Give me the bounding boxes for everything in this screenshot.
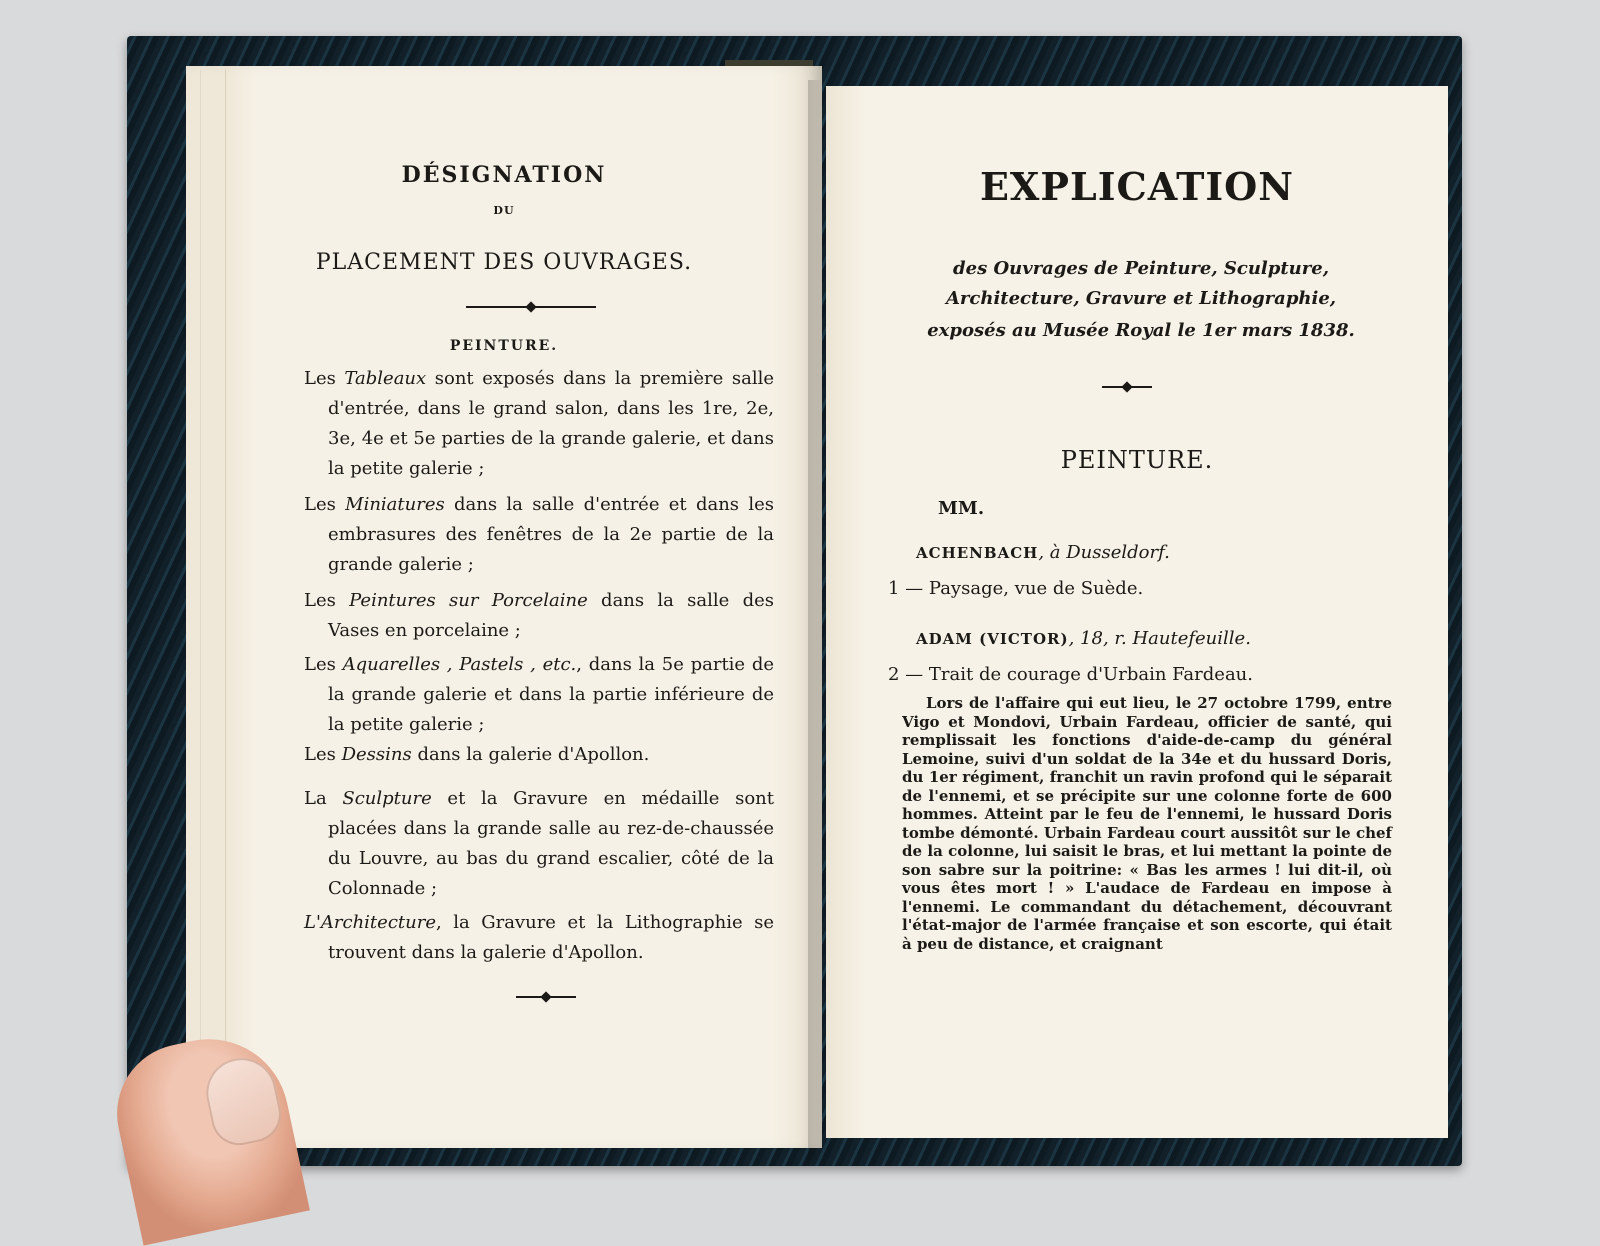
para-pre: Les [304,494,346,515]
ornament-rule [466,306,596,308]
mm-label: MM. [938,498,985,519]
right-page [826,86,1448,1138]
para-post: , la Gravure et la Lithographie se trouvent dans la galerie d'Apollon. [328,912,774,963]
para-em: Miniatures [345,494,445,515]
paragraph-aquarelles [304,650,774,740]
para-post: , dans la 5e partie de la grande galerie et dans la partie inférieure de la petite galerie ; [328,654,774,735]
right-subtitle-line-3: exposés au Musée Royal le 1er mars 1838. [927,320,1355,341]
left-title: DÉSIGNATION [401,162,607,188]
para-post: dans la salle des Vases en porcelaine ; [328,590,774,641]
para-post: dans la galerie d'Apollon. [411,744,650,765]
ornament-rule-bottom [516,996,576,998]
para-em: Dessins [341,744,412,765]
spine-shadow [808,80,826,1160]
right-section-heading: PEINTURE. [1060,446,1214,474]
right-title: EXPLICATION [979,164,1295,209]
para-pre: Les [304,590,350,611]
left-page [186,66,822,1148]
left-subtitle: PLACEMENT DES OUVRAGES. [315,250,693,275]
paragraph-architecture [304,908,774,968]
paragraph-dessins [304,740,774,770]
paragraph-tableaux [304,364,774,484]
para-post: et la Gravure en médaille sont placées dans la grande salle au rez-de-chaussée du Louvre, au bas du grand escalier, côté de la Colonnade ; [328,788,775,899]
para-pre: La [304,788,343,809]
para-pre: Les [304,744,342,765]
para-post: sont exposés dans la première salle d'entrée, dans le grand salon, dans les 1re, 2e, 3e, 4e et 5e parties de la grande galerie, et dans la petite galerie ; [328,368,774,479]
ornament-rule-right [1102,386,1152,388]
page-edges [200,70,226,1140]
left-section-heading: PEINTURE. [449,338,559,354]
catalogue-item-1: 1 — Paysage, vue de Suède. [888,578,1144,599]
right-subtitle-line-1: des Ouvrages de Peinture, Sculpture, [953,258,1329,279]
paragraph-sculpture [304,784,774,904]
artist-name: ADAM (VICTOR) [916,630,1069,648]
para-em: Aquarelles , Pastels , etc. [342,654,577,675]
para-em: L'Architecture [304,912,436,933]
para-post: dans la salle d'entrée et dans les embrasures des fenêtres de la 2e partie de la grande galerie ; [328,494,774,575]
para-em: Sculpture [342,788,432,809]
para-pre: Les [304,654,343,675]
para-em: Peintures sur Porcelaine [349,590,588,611]
item-description: Lors de l'affaire qui eut lieu, le 27 octobre 1799, entre Vigo et Mondovi, Urbain Fardeau, officier de santé, qui remplissait les fonctions d'aide-de-camp du général Lemoine, suivi d'un soldat de la 34e et du hussard Doris, du 1er régiment, franchit un ravin profond qui le séparait de l'ennemi, et se précipite sur une colonne forte de 600 hommes. Atteint par le feu de l'ennemi, le hussard Doris tombe démonté. Urbain Fardeau court aussitôt sur le chef de la colonne, lui saisit le bras, et lui mettant la pointe de son sabre sur la poitrine: « Bas les armes ! lui dit-il, où vous êtes mort ! » L'audace de Fardeau en impose à l'ennemi. Le commandant du détachement, découvrant l'état-major de l'armée française et son escorte, qui était à peu de distance, et craignant [902,694,1392,953]
right-subtitle-line-2: Architecture, Gravure et Lithographie, [945,288,1337,309]
paragraph-miniatures [304,490,774,580]
para-em: Tableaux [344,368,427,389]
paragraph-porcelaine [304,586,774,646]
artist-place: , 18, r. Hautefeuille. [1068,628,1251,649]
catalogue-item-2: 2 — Trait de courage d'Urbain Fardeau. [888,664,1253,685]
artist-entry-2 [916,626,1251,652]
para-pre: Les [304,368,345,389]
artist-entry-1 [916,540,1170,566]
left-du: DU [493,204,515,217]
artist-name: ACHENBACH [916,544,1039,562]
artist-place: , à Dusseldorf. [1038,542,1170,563]
